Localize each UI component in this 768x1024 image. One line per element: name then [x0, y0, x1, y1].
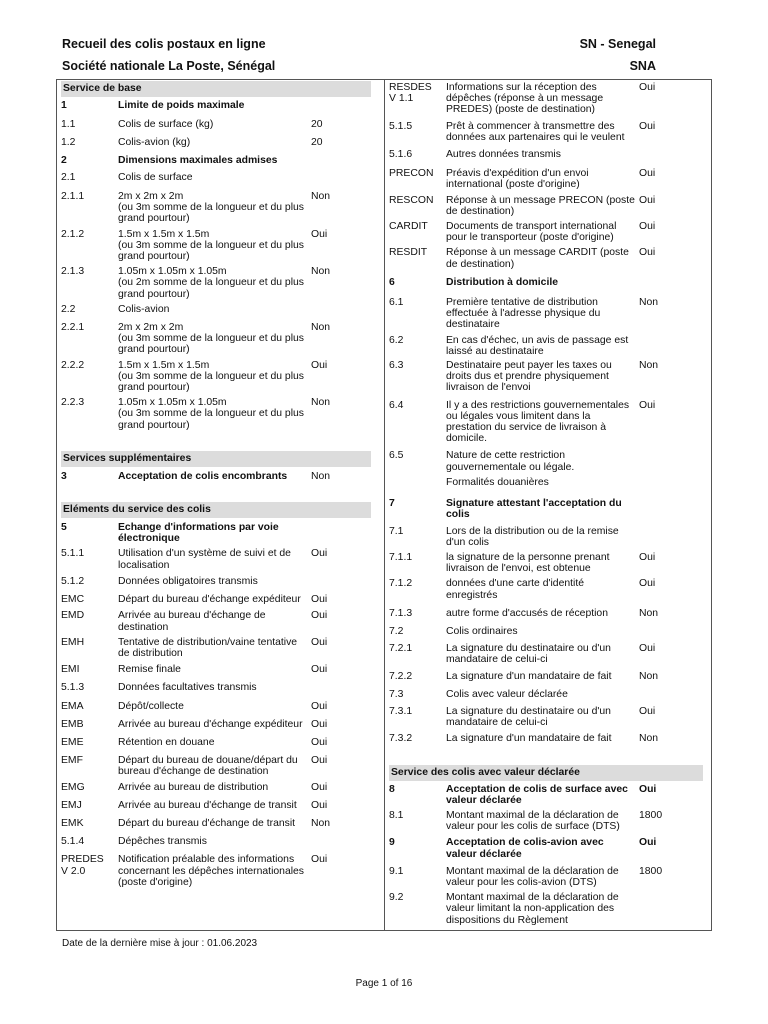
table-row	[61, 737, 371, 748]
table-row	[61, 100, 371, 111]
row-label: Distribution à domicile	[446, 276, 558, 288]
row-value: Oui	[639, 120, 656, 132]
row-label: Acceptation de colis-avion avec valeur déclarée	[446, 837, 604, 860]
row-label: Lors de la distribution ou de la remise d'un colis	[446, 525, 619, 548]
row-number: 1.2	[61, 137, 76, 149]
table-row	[61, 594, 371, 605]
table-row	[389, 121, 703, 143]
row-label: 1.05m x 1.05m x 1.05m (ou 3m somme de la longueur et du plus grand pourtour)	[118, 397, 304, 431]
row-value: Oui	[639, 221, 656, 233]
table-row	[61, 782, 371, 793]
document-title: Recueil des colis postaux en ligne	[62, 37, 266, 51]
section-header: Eléments du service des colis	[61, 502, 371, 518]
row-label: Il y a des restrictions gouvernementales ou légales vous limitent dans la prestation du service de livraison à domicile.	[446, 399, 630, 445]
row-value: Oui	[639, 705, 656, 717]
row-label: Utilisation d'un système de suivi et de localisation	[118, 548, 291, 571]
row-number: 7	[389, 498, 395, 510]
row-value: Oui	[311, 755, 328, 767]
row-label: 1.5m x 1.5m x 1.5m (ou 3m somme de la longueur et du plus grand pourtour)	[118, 228, 304, 263]
row-value: Oui	[311, 664, 328, 676]
row-label: Arrivée au bureau d'échange de transit	[118, 799, 297, 811]
row-label: Arrivée au bureau de distribution	[118, 781, 269, 793]
row-value: Non	[311, 322, 331, 334]
row-value: 1800	[639, 865, 663, 877]
table-row	[389, 221, 703, 243]
row-number: 7.3	[389, 688, 404, 700]
left-column	[61, 80, 371, 888]
content-frame	[56, 79, 712, 931]
row-number: 7.3.2	[389, 733, 413, 745]
row-number: 2	[61, 154, 67, 166]
row-number: 7.1	[389, 525, 404, 537]
row-number: 1	[61, 100, 67, 111]
table-row	[389, 82, 703, 116]
row-value: Non	[311, 470, 331, 482]
table-row	[61, 836, 371, 847]
table-row	[61, 701, 371, 712]
row-label: Echange d'informations par voie électronique	[118, 522, 279, 545]
row-label: La signature d'un mandataire de fait	[446, 733, 612, 745]
row-value: Oui	[311, 548, 328, 560]
row-label: Acceptation de colis de surface avec valeur déclarée	[446, 783, 628, 806]
country-name: SN - Senegal	[579, 37, 656, 51]
row-value: 1800	[639, 809, 663, 821]
row-label: Colis ordinaires	[446, 625, 518, 637]
table-row	[61, 664, 371, 675]
row-number: 5.1.2	[61, 575, 85, 587]
row-label: Destinataire peut payer les taxes ou droits dus et prendre physiquement livraison de l'envoi	[446, 360, 612, 394]
row-value: 20	[311, 137, 323, 149]
row-number: EMF	[61, 755, 83, 767]
section-header: Service de base	[61, 81, 371, 97]
table-row	[389, 626, 703, 637]
table-row	[61, 304, 371, 315]
row-value: 20	[311, 119, 323, 131]
row-value: Non	[639, 670, 659, 682]
section-header: Service des colis avec valeur déclarée	[389, 765, 703, 781]
table-row	[61, 119, 371, 130]
table-row	[61, 548, 371, 570]
row-number: 8.1	[389, 809, 404, 821]
table-row	[389, 477, 703, 488]
row-label: Remise finale	[118, 664, 181, 676]
table-row	[61, 610, 371, 632]
row-number: EMJ	[61, 799, 82, 811]
row-label: Préavis d'expédition d'un envoi international (poste d'origine)	[446, 168, 589, 191]
header-line-2	[62, 59, 656, 73]
row-number: EMA	[61, 700, 84, 712]
row-value: Oui	[639, 168, 656, 180]
row-value: Oui	[311, 594, 328, 606]
row-value: Oui	[311, 359, 328, 371]
table-row	[61, 818, 371, 829]
row-number: RESDIT	[389, 247, 428, 259]
row-number: 1.1	[61, 119, 76, 131]
row-label: Notification préalable des informations concernant les dépêches internationales (poste d'origine)	[118, 854, 305, 888]
row-label: la signature de la personne prenant livraison de l'envoi, est obtenue	[446, 551, 610, 575]
table-row	[61, 137, 371, 148]
row-value: Oui	[311, 736, 328, 748]
table-row	[61, 522, 371, 544]
row-label: Formalités douanières	[446, 476, 549, 488]
row-number: 5.1.6	[389, 149, 413, 161]
row-number: PRECON	[389, 168, 434, 180]
table-row	[389, 671, 703, 682]
table-row	[61, 155, 371, 166]
row-label: Prêt à commencer à transmettre des données aux partenaires qui le veulent	[446, 120, 625, 143]
row-value: Oui	[311, 799, 328, 811]
table-row	[389, 552, 703, 574]
last-update-note: Date de la dernière mise à jour : 01.06.2023	[62, 938, 258, 949]
operator-name: Société nationale La Poste, Sénégal	[62, 59, 276, 73]
row-label: Données obligatoires transmis	[118, 575, 258, 587]
row-number: 6	[389, 276, 395, 288]
table-row	[389, 360, 703, 394]
row-label: Informations sur la réception des dépêches (réponse à un message PREDES) (poste de destination)	[446, 82, 604, 116]
row-value: Non	[639, 607, 659, 619]
row-number: PREDES V 2.0	[61, 854, 104, 877]
row-number: CARDIT	[389, 221, 428, 233]
row-value: Oui	[311, 700, 328, 712]
operator-code: SNA	[629, 59, 656, 73]
table-row	[61, 637, 371, 659]
row-label: Arrivée au bureau d'échange expéditeur	[118, 718, 303, 730]
table-row	[389, 810, 703, 832]
row-value: Oui	[639, 399, 656, 411]
row-label: La signature d'un mandataire de fait	[446, 670, 612, 682]
row-value: Non	[311, 397, 331, 409]
row-number: 5.1.1	[61, 548, 85, 560]
row-number: 2.1.2	[61, 228, 85, 240]
row-label: Colis avec valeur déclarée	[446, 688, 568, 700]
table-row	[389, 837, 703, 859]
row-label: Documents de transport international pour le transporteur (poste d'origine)	[446, 221, 617, 244]
row-label: 1.5m x 1.5m x 1.5m (ou 3m somme de la longueur et du plus grand pourtour)	[118, 359, 304, 394]
row-number: EMC	[61, 594, 85, 606]
table-row	[389, 149, 703, 160]
row-number: 3	[61, 470, 67, 482]
row-label: Réponse à un message PRECON (poste de destination)	[446, 194, 635, 217]
table-row	[389, 706, 703, 728]
row-label: 2m x 2m x 2m (ou 3m somme de la longueur et du plus grand pourtour)	[118, 191, 304, 225]
table-row	[389, 168, 703, 190]
row-number: EMD	[61, 610, 85, 622]
header-line-1	[62, 37, 656, 51]
table-row	[389, 195, 703, 217]
row-number: 5.1.5	[389, 120, 413, 132]
row-number: EMG	[61, 781, 85, 793]
row-value: Oui	[639, 194, 656, 206]
row-label: Dimensions maximales admises	[118, 154, 278, 166]
row-value: Non	[639, 733, 659, 745]
row-value: Oui	[639, 783, 657, 795]
row-value: Non	[639, 297, 659, 309]
row-value: Oui	[311, 718, 328, 730]
row-label: Données facultatives transmis	[118, 682, 257, 694]
table-row	[61, 266, 371, 300]
table-row	[61, 719, 371, 730]
table-row	[389, 297, 703, 331]
table-row	[61, 397, 371, 431]
row-value: Oui	[639, 643, 656, 655]
table-row	[389, 733, 703, 744]
row-label: Rétention en douane	[118, 736, 215, 748]
row-label: Départ du bureau d'échange expéditeur	[118, 594, 301, 606]
row-label: Départ du bureau d'échange de transit	[118, 817, 296, 829]
row-label: En cas d'échec, un avis de passage est laissé au destinataire	[446, 334, 629, 357]
row-number: 6.3	[389, 360, 404, 372]
row-number: EMH	[61, 636, 85, 648]
row-number: 2.1.1	[61, 191, 85, 203]
row-label: Tentative de distribution/vaine tentative de distribution	[118, 636, 298, 659]
row-value: Oui	[311, 610, 328, 622]
row-value: Oui	[311, 636, 328, 648]
row-value: Oui	[639, 82, 656, 93]
row-number: 2.2.2	[61, 359, 85, 371]
table-row	[389, 784, 703, 806]
row-number: 6.1	[389, 297, 404, 309]
row-value: Non	[311, 191, 331, 203]
row-value: Non	[639, 360, 659, 372]
row-value: Oui	[311, 781, 328, 793]
row-label: Arrivée au bureau d'échange de destination	[118, 610, 266, 633]
row-label: Montant maximal de la déclaration de valeur limitant la non-application des dispositions du Règlement	[446, 892, 619, 926]
table-row	[389, 866, 703, 888]
row-number: 7.1.1	[389, 551, 413, 563]
row-label: La signature du destinataire ou d'un mandataire de celui-ci	[446, 705, 611, 729]
row-label: Montant maximal de la déclaration de valeur pour les colis de surface (DTS)	[446, 809, 620, 833]
row-number: 9.2	[389, 892, 404, 904]
row-label: Acceptation de colis encombrants	[118, 470, 288, 482]
row-label: La signature du destinataire ou d'un mandataire de celui-ci	[446, 643, 611, 666]
table-row	[61, 322, 371, 356]
row-label: Première tentative de distribution effectuée à l'adresse physique du destinataire	[446, 297, 601, 331]
row-number: 7.2.1	[389, 643, 413, 655]
section-header: Services supplémentaires	[61, 451, 371, 467]
table-row	[389, 892, 703, 926]
row-number: 2.1	[61, 171, 76, 183]
row-label: 2m x 2m x 2m (ou 3m somme de la longueur et du plus grand pourtour)	[118, 322, 304, 356]
row-number: 7.3.1	[389, 705, 413, 717]
row-value: Oui	[639, 247, 656, 259]
row-label: Dépêches transmis	[118, 836, 207, 848]
row-label: 1.05m x 1.05m x 1.05m (ou 2m somme de la longueur et du plus grand pourtour)	[118, 266, 304, 300]
row-value: Oui	[639, 551, 656, 563]
table-row	[389, 277, 703, 288]
row-value: Non	[311, 266, 331, 278]
table-row	[61, 360, 371, 394]
table-row	[61, 191, 371, 225]
row-label: Départ du bureau de douane/départ du bureau d'échange de destination	[118, 755, 298, 778]
row-number: 6.5	[389, 450, 404, 462]
row-number: EME	[61, 736, 84, 748]
table-row	[389, 450, 703, 472]
right-column	[389, 80, 703, 926]
table-row	[389, 689, 703, 700]
row-number: 9.1	[389, 865, 404, 877]
table-row	[61, 800, 371, 811]
row-value: Oui	[311, 854, 328, 866]
row-value: Oui	[639, 578, 656, 590]
table-row	[389, 526, 703, 548]
row-number: 7.1.2	[389, 578, 413, 590]
row-number: 2.2.3	[61, 397, 85, 409]
row-number: 7.2	[389, 625, 404, 637]
table-row	[61, 172, 371, 183]
table-row	[61, 576, 371, 587]
row-number: 2.2	[61, 303, 76, 315]
row-number: 8	[389, 783, 395, 795]
table-row	[61, 682, 371, 693]
table-row	[389, 247, 703, 269]
row-label: Montant maximal de la déclaration de valeur pour les colis-avion (DTS)	[446, 865, 619, 888]
page-number: Page 1 of 16	[355, 978, 413, 989]
table-row	[389, 643, 703, 665]
table-row	[61, 854, 371, 888]
row-label: Colis-avion	[118, 303, 170, 315]
row-label: Colis-avion (kg)	[118, 137, 191, 149]
table-row	[389, 578, 703, 600]
row-number: 9	[389, 837, 395, 849]
row-label: Limite de poids maximale	[118, 100, 245, 111]
table-row	[389, 608, 703, 619]
table-row	[61, 471, 371, 482]
table-row	[389, 498, 703, 520]
row-value: Oui	[639, 837, 657, 849]
table-row	[61, 755, 371, 777]
row-number: 5.1.3	[61, 682, 85, 694]
row-label: Signature attestant l'acceptation du colis	[446, 498, 622, 521]
row-label: Dépôt/collecte	[118, 700, 184, 712]
row-value: Oui	[311, 228, 328, 240]
row-label: Nature de cette restriction gouvernementale ou légale.	[446, 450, 575, 473]
row-label: Réponse à un message CARDIT (poste de destination)	[446, 247, 629, 270]
row-number: EMK	[61, 817, 84, 829]
row-number: RESCON	[389, 194, 434, 206]
row-number: EMI	[61, 664, 80, 676]
row-number: 7.2.2	[389, 670, 413, 682]
table-row	[61, 229, 371, 263]
row-value: Non	[311, 817, 331, 829]
row-number: 7.1.3	[389, 607, 413, 619]
row-label: données d'une carte d'identité enregistrés	[446, 578, 584, 601]
row-number: 5	[61, 522, 67, 534]
row-label: autre forme d'accusés de réception	[446, 607, 608, 619]
row-number: EMB	[61, 718, 84, 730]
row-number: RESDES V 1.1	[389, 82, 432, 105]
row-number: 2.1.3	[61, 266, 85, 278]
row-number: 2.2.1	[61, 322, 85, 334]
row-number: 5.1.4	[61, 836, 85, 848]
row-label: Autres données transmis	[446, 149, 561, 161]
column-divider	[384, 80, 385, 930]
row-number: 6.2	[389, 334, 404, 346]
row-label: Colis de surface (kg)	[118, 119, 214, 131]
table-row	[389, 335, 703, 357]
row-number: 6.4	[389, 399, 404, 411]
table-row	[389, 400, 703, 445]
row-label: Colis de surface	[118, 171, 193, 183]
